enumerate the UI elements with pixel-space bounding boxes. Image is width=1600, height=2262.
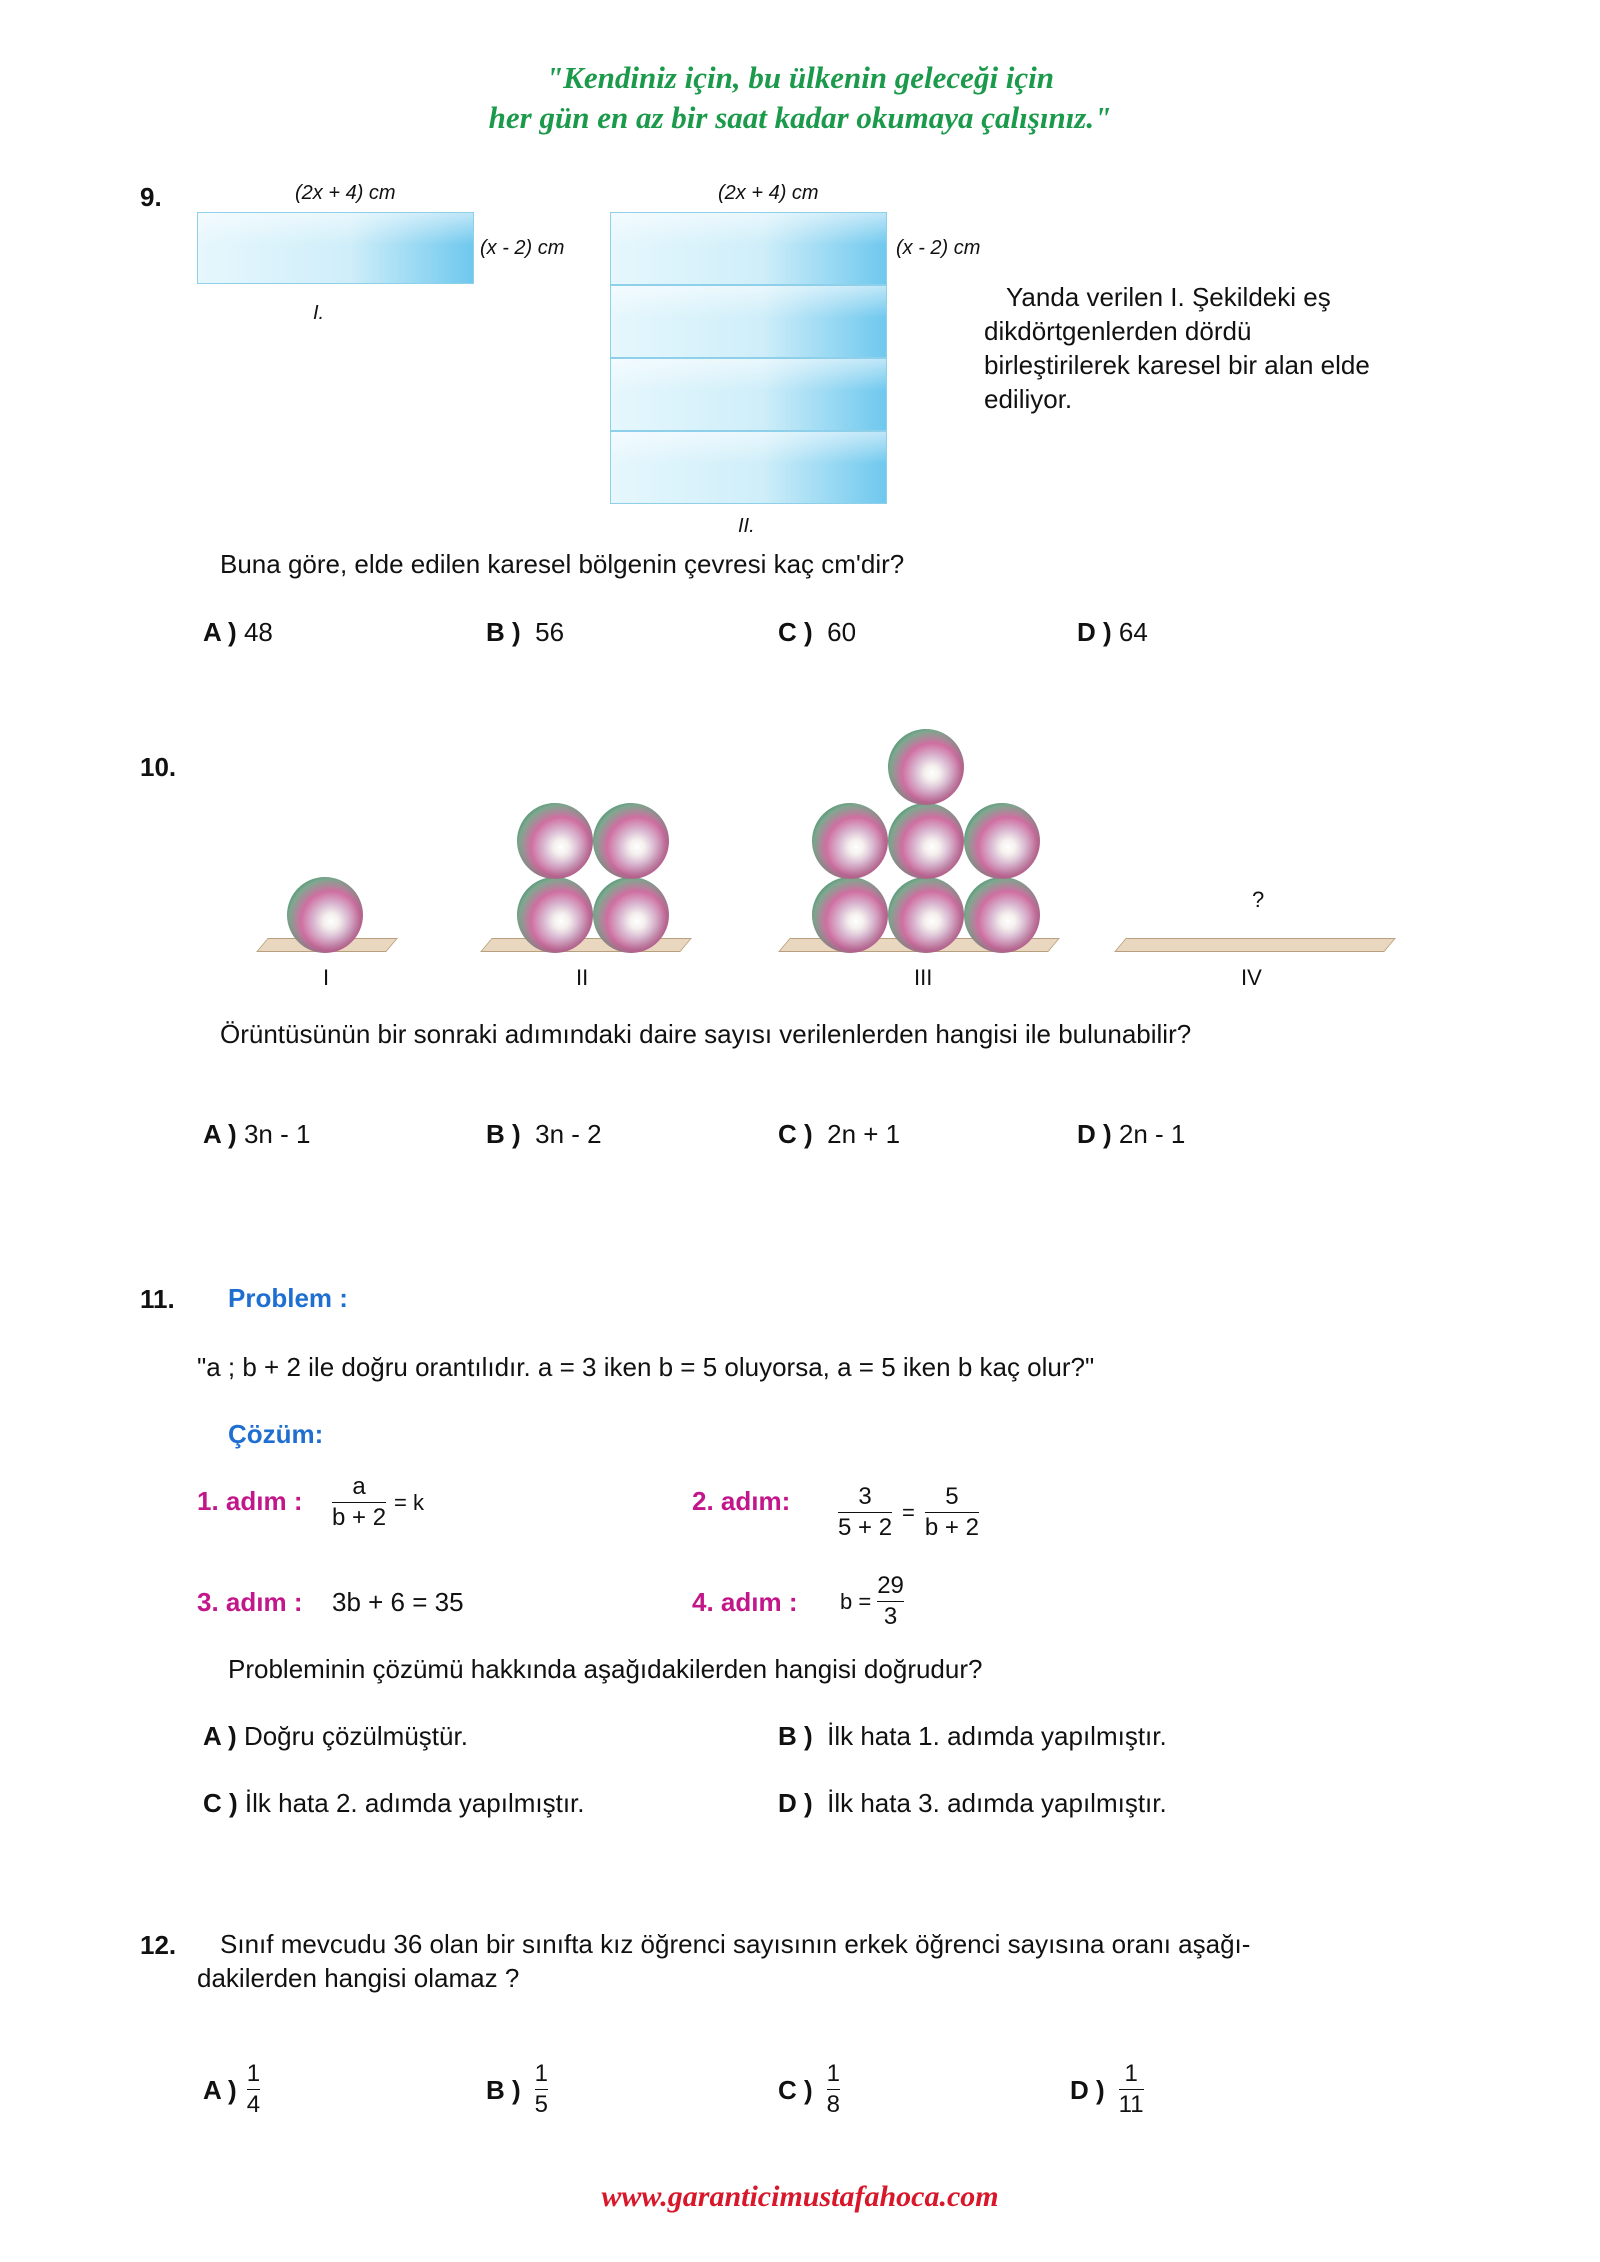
numerator: 1	[246, 2060, 261, 2087]
question-11-text: Probleminin çözümü hakkında aşağıdakilerden hangisi doğrudur?	[228, 1654, 983, 1684]
option-text: Doğru çözülmüştür.	[243, 1721, 468, 1751]
ball	[593, 803, 669, 879]
ball	[888, 877, 964, 953]
denominator: 4	[246, 2091, 261, 2118]
figure-2-top-label: (2x + 4) cm	[718, 182, 819, 204]
figure-2-label: II.	[738, 515, 755, 537]
option-text: İlk hata 2. adımda yapılmıştır.	[244, 1788, 585, 1818]
description-line: Yanda verilen I. Şekildeki eş	[1006, 282, 1331, 312]
step-2-label: 2. adım:	[692, 1486, 791, 1516]
question-9-description	[984, 280, 1404, 416]
step-1-label: 1. adım :	[197, 1486, 303, 1516]
denominator: b + 2	[332, 1504, 387, 1531]
question-10-number: 10.	[140, 752, 177, 782]
step-4-equation	[840, 1572, 904, 1631]
question-9-number: 9.	[140, 182, 162, 212]
figure-2-strip	[610, 358, 887, 431]
fraction	[332, 1473, 386, 1532]
plank	[480, 938, 692, 952]
ball	[964, 877, 1040, 953]
option-text: 48	[243, 617, 273, 647]
q11-option-a[interactable]	[203, 1719, 468, 1753]
figure-1-side-label: (x - 2) cm	[480, 237, 565, 259]
option-letter: B )	[486, 617, 521, 647]
numerator: 29	[877, 1572, 904, 1599]
option-text: 56	[535, 617, 565, 647]
ball	[888, 729, 964, 805]
denominator: 3	[883, 1603, 898, 1630]
equals-sign: =	[902, 1499, 915, 1525]
fraction	[535, 2060, 548, 2119]
ball	[812, 877, 888, 953]
problem-label: Problem :	[228, 1283, 348, 1313]
step-label: IV	[1241, 965, 1262, 990]
equation-rhs: = k	[394, 1489, 425, 1515]
q10-option-a[interactable]	[203, 1117, 310, 1151]
step-3-label: 3. adım :	[197, 1587, 303, 1617]
numerator: 5	[945, 1483, 959, 1510]
figure-1-label: I.	[313, 302, 325, 324]
denominator: b + 2	[924, 1514, 979, 1541]
description-line: dikdörtgenlerden dördü	[984, 316, 1252, 346]
numerator: 1	[534, 2060, 549, 2087]
header-quote-line1: "Kendiniz için, bu ülkenin geleceği için	[545, 60, 1055, 95]
option-text: 60	[827, 617, 857, 647]
option-text: 2n + 1	[827, 1119, 901, 1149]
numerator: 1	[826, 2060, 841, 2087]
step-label: I	[323, 965, 330, 990]
option-text: 2n - 1	[1118, 1119, 1186, 1149]
option-letter: C )	[778, 1119, 813, 1149]
option-letter: D )	[778, 1788, 813, 1818]
solution-label: Çözüm:	[228, 1419, 324, 1449]
option-letter: C )	[203, 1788, 238, 1818]
option-letter: B )	[778, 1721, 813, 1751]
option-letter: B )	[486, 2074, 521, 2105]
denominator: 5	[534, 2091, 549, 2118]
q11-option-c[interactable]	[203, 1786, 585, 1820]
figure-1-rectangle	[197, 212, 474, 284]
option-letter: A )	[203, 1119, 237, 1149]
question-12-line2: dakilerden hangisi olamaz ?	[197, 1963, 520, 1993]
step-label: III	[914, 965, 933, 990]
option-letter: A )	[203, 1721, 237, 1751]
fraction	[838, 1483, 892, 1542]
step-4-label: 4. adım :	[692, 1587, 798, 1617]
question-12-number: 12.	[140, 1930, 177, 1960]
fraction	[247, 2060, 260, 2119]
ball	[812, 803, 888, 879]
q12-option-b[interactable]	[486, 2060, 548, 2119]
question-9-text: Buna göre, elde edilen karesel bölgenin çevresi kaç cm'dir?	[220, 549, 905, 579]
equation-lhs: b =	[840, 1588, 872, 1614]
step-2-equation	[838, 1483, 979, 1542]
q12-option-c[interactable]	[778, 2060, 840, 2119]
q11-option-d[interactable]	[778, 1786, 1167, 1820]
figure-2-side-label: (x - 2) cm	[896, 237, 981, 259]
q12-option-d[interactable]	[1070, 2060, 1144, 2119]
step-1-equation	[332, 1473, 424, 1532]
option-text: 3n - 2	[535, 1119, 602, 1149]
question-12-line1: Sınıf mevcudu 36 olan bir sınıfta kız öğrenci sayısının erkek öğrenci sayısına oranı aşağı-	[220, 1929, 1251, 1959]
problem-text: "a ; b + 2 ile doğru orantılıdır. a = 3 iken b = 5 oluyorsa, a = 5 iken b kaç olur?"	[197, 1352, 1095, 1382]
option-text: 64	[1118, 617, 1148, 647]
q10-option-d[interactable]	[1077, 1117, 1185, 1151]
figure-2-strip	[610, 431, 887, 504]
figure-2-strip	[610, 285, 887, 358]
option-letter: C )	[778, 617, 813, 647]
q11-option-b[interactable]	[778, 1719, 1167, 1753]
q9-option-d[interactable]	[1077, 615, 1148, 649]
option-letter: D )	[1077, 617, 1112, 647]
step-3-text: 3b + 6 = 35	[332, 1587, 464, 1617]
ball	[964, 803, 1040, 879]
numerator: a	[352, 1473, 366, 1500]
header-quote-line2: her gün en az bir saat kadar okumaya çalışınız."	[488, 100, 1112, 135]
unknown-mark: ?	[1252, 887, 1265, 912]
option-letter: C )	[778, 2074, 813, 2105]
option-text: İlk hata 3. adımda yapılmıştır.	[827, 1788, 1167, 1818]
description-line: ediliyor.	[984, 384, 1073, 414]
option-letter: B )	[486, 1119, 521, 1149]
denominator: 5 + 2	[838, 1514, 893, 1541]
ball	[593, 877, 669, 953]
option-letter: D )	[1077, 1119, 1112, 1149]
q9-option-c[interactable]	[778, 615, 856, 649]
option-letter: A )	[203, 2074, 237, 2105]
fraction	[925, 1483, 979, 1542]
q10-option-c[interactable]	[778, 1117, 900, 1151]
ball	[517, 877, 593, 953]
fraction	[827, 2060, 840, 2119]
footer-url[interactable]: www.garanticimustafahoca.com	[601, 2180, 999, 2213]
ball	[287, 877, 363, 953]
figure-1-top-label: (2x + 4) cm	[295, 182, 396, 204]
description-line: birleştirilerek karesel bir alan elde	[984, 350, 1370, 380]
q9-option-b[interactable]	[486, 615, 564, 649]
q10-option-b[interactable]	[486, 1117, 602, 1151]
ball	[888, 803, 964, 879]
option-text: 3n - 1	[243, 1119, 311, 1149]
fraction	[877, 1572, 904, 1631]
fraction	[1119, 2060, 1144, 2119]
numerator: 3	[858, 1483, 872, 1510]
question-10-text: Örüntüsünün bir sonraki adımındaki daire sayısı verilenlerden hangisi ile bulunabilir?	[220, 1019, 1192, 1049]
q12-option-a[interactable]	[203, 2060, 260, 2119]
q9-option-a[interactable]	[203, 615, 273, 649]
denominator: 11	[1118, 2091, 1144, 2118]
option-letter: A )	[203, 617, 237, 647]
option-letter: D )	[1070, 2074, 1105, 2105]
question-11-number: 11.	[140, 1284, 175, 1314]
ball	[517, 803, 593, 879]
denominator: 8	[826, 2091, 841, 2118]
plank	[1114, 938, 1396, 952]
figure-2-strip	[610, 212, 887, 285]
numerator: 1	[1124, 2060, 1138, 2087]
step-label: II	[576, 965, 589, 990]
option-text: İlk hata 1. adımda yapılmıştır.	[827, 1721, 1167, 1751]
